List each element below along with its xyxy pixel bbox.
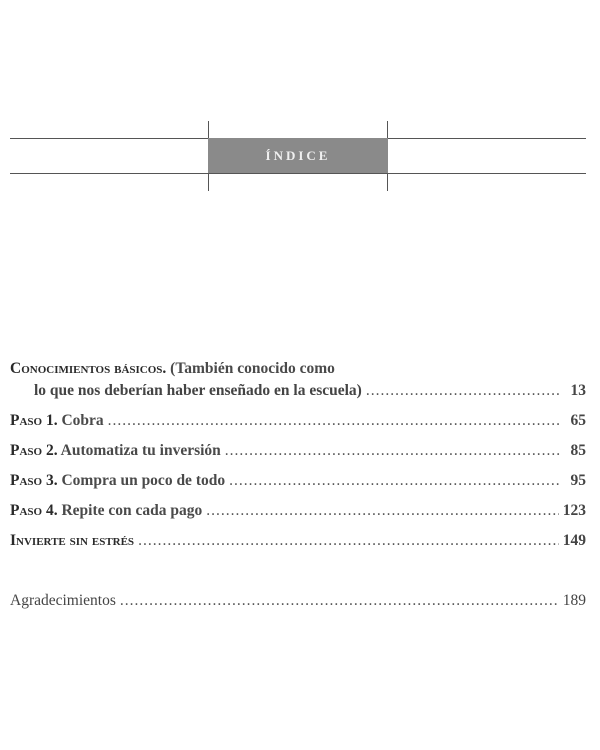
leader-dots xyxy=(366,382,560,400)
toc-entry-page: 123 xyxy=(562,502,586,519)
page-title: ÍNDICE xyxy=(208,138,388,173)
toc-entry-description: Cobra xyxy=(61,412,104,429)
leader-dots xyxy=(229,472,560,490)
leader-dots xyxy=(206,502,558,520)
toc-entry-agradecimientos[interactable] xyxy=(10,592,586,610)
toc-entry-title: Conocimientos básicos. xyxy=(10,360,167,377)
toc-entry-page: 189 xyxy=(562,592,586,609)
toc-entry-description: Automatiza tu inversión xyxy=(60,442,221,459)
toc-entry-page: 85 xyxy=(570,442,586,459)
toc-entry-paso-4[interactable] xyxy=(10,502,586,520)
toc-entry-paso-1[interactable] xyxy=(10,412,586,430)
toc-entry-conocimientos[interactable] xyxy=(34,382,586,400)
leader-dots xyxy=(225,442,560,460)
leader-dots xyxy=(108,412,560,430)
toc-entry-description: Compra un poco de todo xyxy=(61,472,226,489)
leader-dots xyxy=(120,592,559,610)
toc-entry-conocimientos-title[interactable] xyxy=(10,360,335,378)
toc-entry-title: Paso 3. xyxy=(10,472,58,489)
bottom-rule xyxy=(10,173,586,174)
toc-entry-page: 13 xyxy=(570,382,586,399)
toc-entry-title: Paso 1. xyxy=(10,412,58,429)
toc-entry-page: 65 xyxy=(570,412,586,429)
toc-entry-description-cont: lo que nos deberían haber enseñado en la escuela) xyxy=(34,382,362,399)
toc-entry-title: Paso 4. xyxy=(10,502,58,519)
toc-entry-paso-2[interactable] xyxy=(10,442,586,460)
toc-entry-title: Agradecimientos xyxy=(10,592,116,609)
toc-entry-description: Repite con cada pago xyxy=(61,502,203,519)
toc-entry-page: 95 xyxy=(570,472,586,489)
toc-entry-title: Invierte sin estrés xyxy=(10,532,135,549)
toc-entry-paso-3[interactable] xyxy=(10,472,586,490)
toc-entry-invierte[interactable] xyxy=(10,532,586,550)
toc-entry-description: (También conocido como xyxy=(170,360,335,377)
leader-dots xyxy=(138,532,559,550)
toc-entry-page: 149 xyxy=(562,532,586,549)
toc-entry-title: Paso 2. xyxy=(10,442,58,459)
